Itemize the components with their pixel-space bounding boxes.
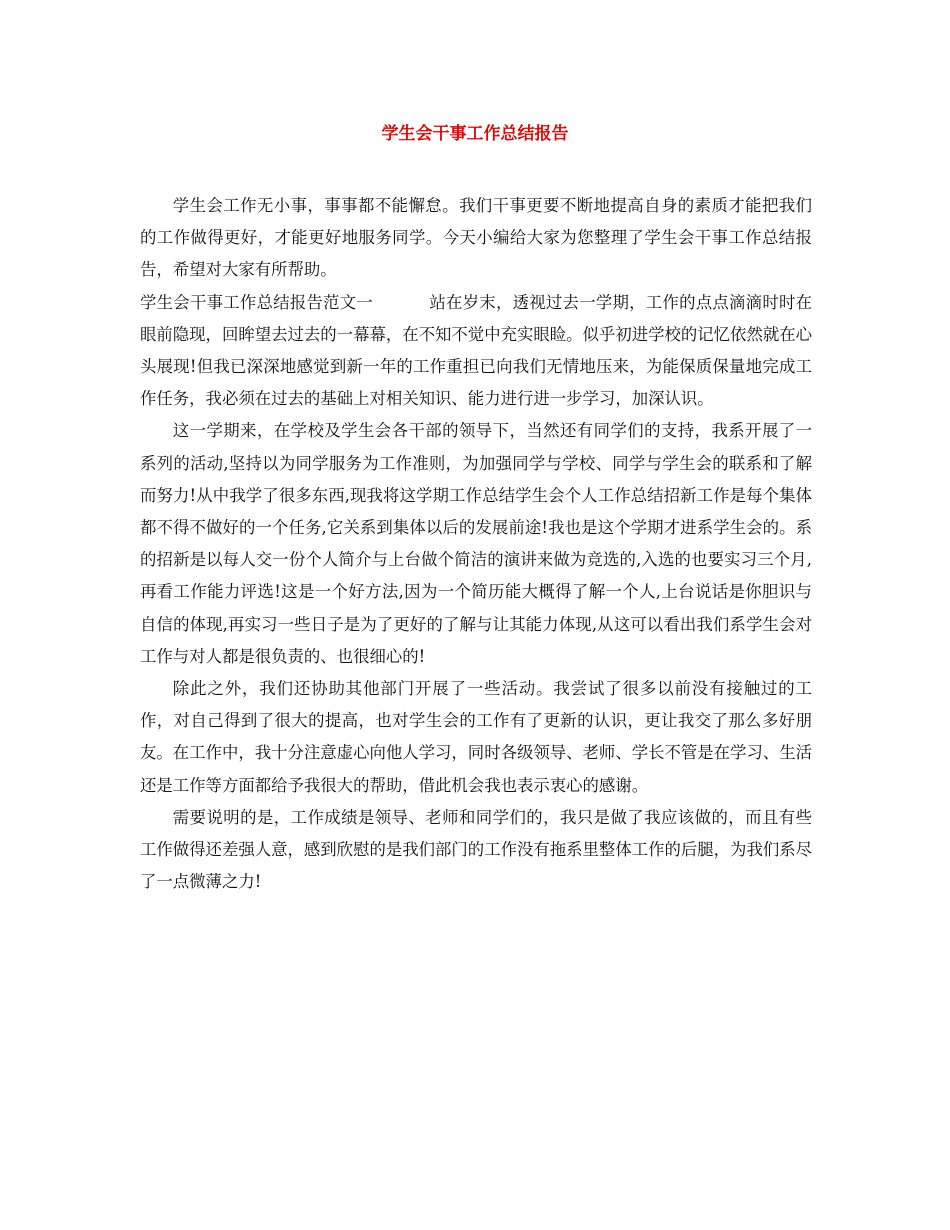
paragraph-4: 需要说明的是，工作成绩是领导、老师和同学们的，我只是做了我应该做的，而且有些工作做得还差强人意，感到欣慰的是我们部门的工作没有拖系里整体工作的后腿，为我们系尽了一点微薄之力! bbox=[140, 807, 813, 892]
section-heading: 学生会干事工作总结报告范文一 bbox=[140, 292, 374, 312]
document-body bbox=[140, 190, 812, 898]
document-title: 学生会干事工作总结报告 bbox=[381, 124, 569, 144]
section-first-text: 站在岁末，透视过去一学期，工作的点点滴滴时时在眼前隐现，回眸望去过去的一幕幕，在不知不觉中充实眼睑。似乎初进学校的记忆依然就在心头展现!但我已深深地感觉到新一年的工作重担已向我们无情地压来，为能保质保量地完成工作任务，我必须在过去的基础上对相关知识、能力进行进一步学习，加深认识。 bbox=[140, 292, 813, 409]
paragraph-2: 这一学期来，在学校及学生会各干部的领导下，当然还有同学们的支持，我系开展了一系列的活动,坚持以为同学服务为工作准则，为加强同学与学校、同学与学生会的联系和了解而努力!从中我学了很多东西,现我将这学期工作总结学生会个人工作总结招新工作是每个集体都不得不做好的一个任务,它关系到集体以后的发展前途!我也是这个学期才进系学生会的。系的招新是以每人交一份个人简介与上台做个简洁的演讲来做为竞选的,入选的也要实习三个月,再看工作能力评选!这是一个好方法,因为一个简历能大概得了解一个人,上台说话是你胆识与自信的体现,再实习一些日子是为了更好的了解与让其能力体现,从这可以看出我们系学生会对工作与对人都是很负责的、也很细心的! bbox=[140, 421, 812, 666]
paragraph-3: 除此之外，我们还协助其他部门开展了一些活动。我尝试了很多以前没有接触过的工作，对自己得到了很大的提高，也对学生会的工作有了更新的认识，更让我交了那么多好朋友。在工作中，我十分注意虚心向他人学习，同时各级领导、老师、学长不管是在学习、生活还是工作等方面都给予我很大的帮助，借此机会我也表示衷心的感谢。 bbox=[140, 679, 813, 795]
paragraph-section-one bbox=[140, 287, 812, 416]
paragraph-intro: 学生会工作无小事，事事都不能懈怠。我们干事更要不断地提高自身的素质才能把我们的工作做得更好，才能更好地服务同学。今天小编给大家为您整理了学生会干事工作总结报告，希望对大家有所帮助。 bbox=[140, 196, 812, 280]
